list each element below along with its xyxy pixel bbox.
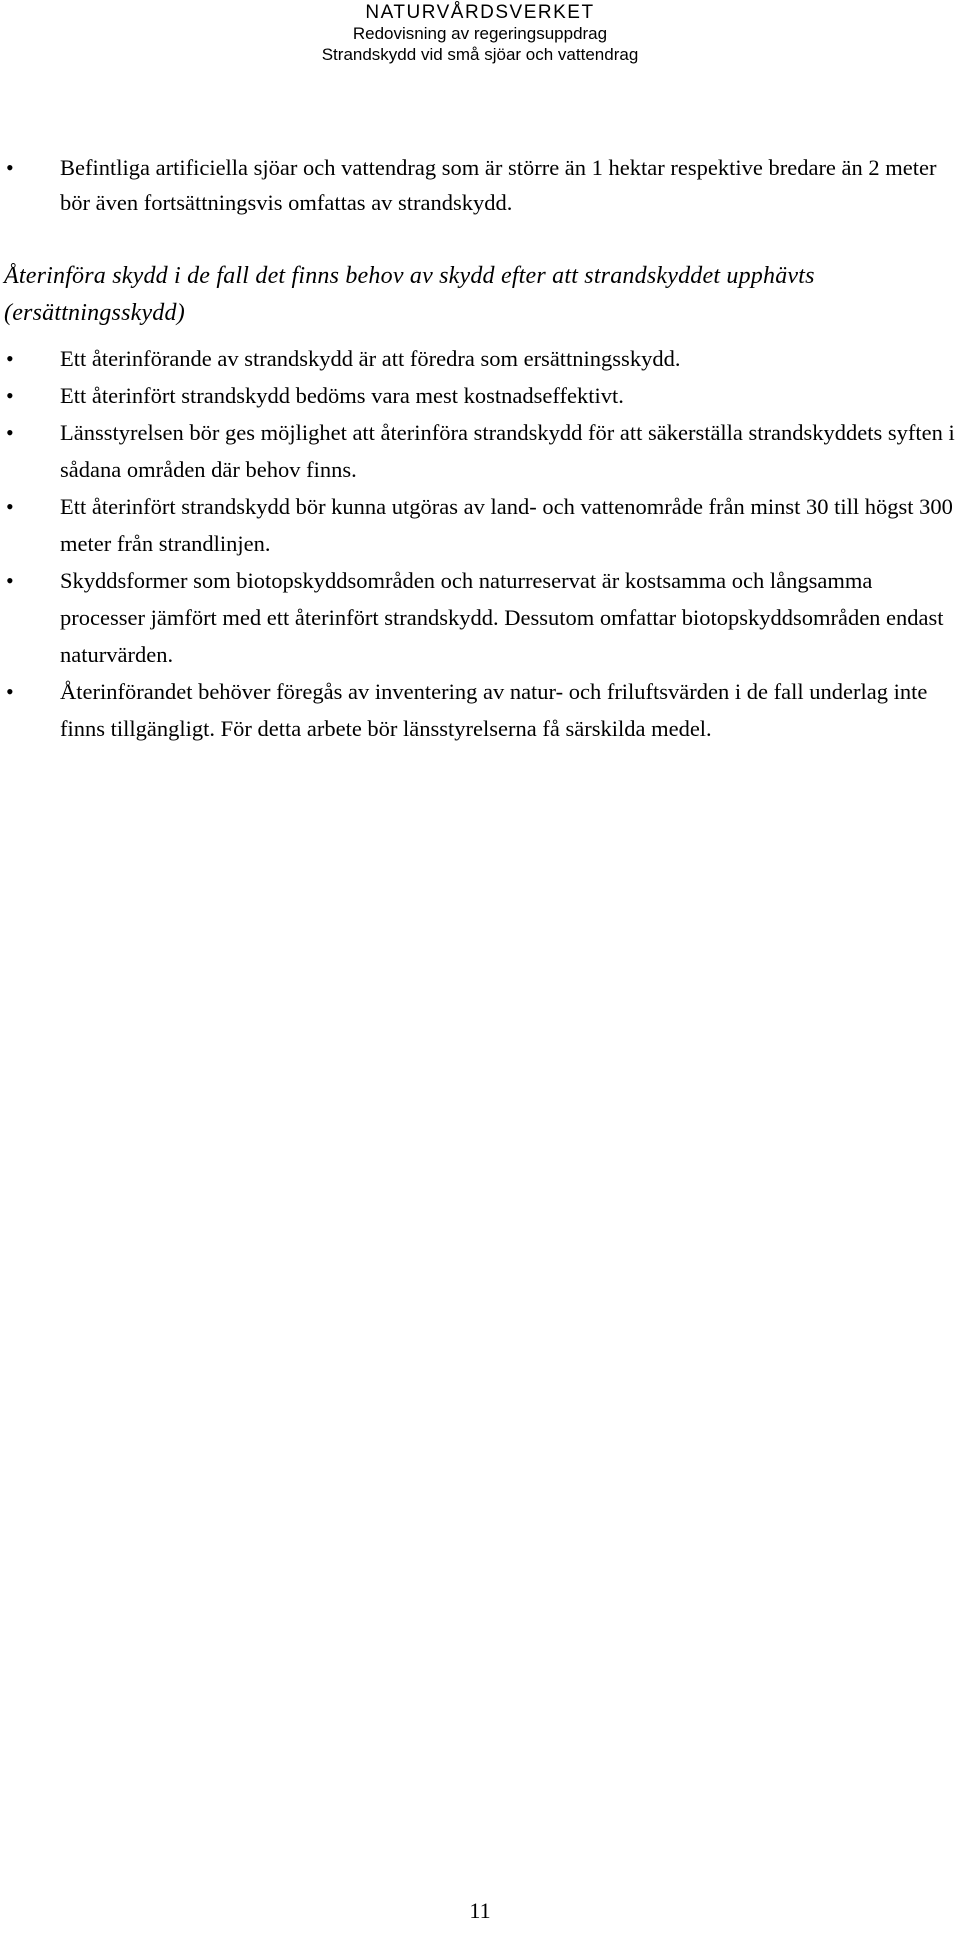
header-report-subject: Strandskydd vid små sjöar och vattendrag	[321, 45, 639, 64]
list-item-text: Länsstyrelsen bör ges möjlighet att återinföra strandskydd för att säkerställa strandskyddets syften i sådana områden där behov finns.	[60, 420, 955, 482]
list-item	[0, 377, 960, 414]
list-item	[0, 488, 960, 562]
bullet-icon: •	[6, 679, 14, 704]
list-item	[0, 562, 960, 673]
list-item-text: Ett återinfört strandskydd bedöms vara mest kostnadseffektivt.	[60, 383, 624, 408]
section-bullet-list	[0, 340, 960, 747]
bullet-icon: •	[6, 494, 14, 519]
list-item	[0, 150, 960, 220]
list-item-text: Ett återinförande av strandskydd är att föredra som ersättningsskydd.	[60, 346, 681, 371]
list-item-text: Ett återinfört strandskydd bör kunna utgöras av land- och vattenområde från minst 30 till högst 300 meter från strandlinjen.	[60, 494, 953, 556]
list-item-text: Skyddsformer som biotopskyddsområden och naturreservat är kostsamma och långsamma processer jämfört med ett återinfört strandskydd. Dessutom omfattar biotopskyddsområden endast naturvärden.	[60, 568, 944, 667]
list-item	[0, 673, 960, 747]
intro-bullet-list	[0, 150, 960, 220]
list-item-text: Återinförandet behöver föregås av inventering av natur- och friluftsvärden i de fall underlag inte finns tillgängligt. För detta arbete bör länsstyrelserna få särskilda medel.	[60, 679, 928, 741]
section-heading: Återinföra skydd i de fall det finns behov av skydd efter att strandskyddet upphävts (ersättningsskydd)	[4, 263, 815, 326]
bullet-icon: •	[6, 568, 14, 593]
page-number: 11	[469, 1898, 491, 1923]
header-organization: NATURVÅRDSVERKET	[365, 2, 595, 23]
bullet-icon: •	[6, 420, 14, 445]
bullet-icon: •	[6, 346, 14, 371]
list-item	[0, 414, 960, 488]
header-report-title: Redovisning av regeringsuppdrag	[352, 24, 608, 43]
bullet-icon: •	[6, 155, 14, 180]
list-item-text: Befintliga artificiella sjöar och vattendrag som är större än 1 hektar respektive bredare än 2 meter bör även fortsättningsvis omfattas av strandskydd.	[60, 155, 937, 215]
bullet-icon: •	[6, 383, 14, 408]
list-item	[0, 340, 960, 377]
